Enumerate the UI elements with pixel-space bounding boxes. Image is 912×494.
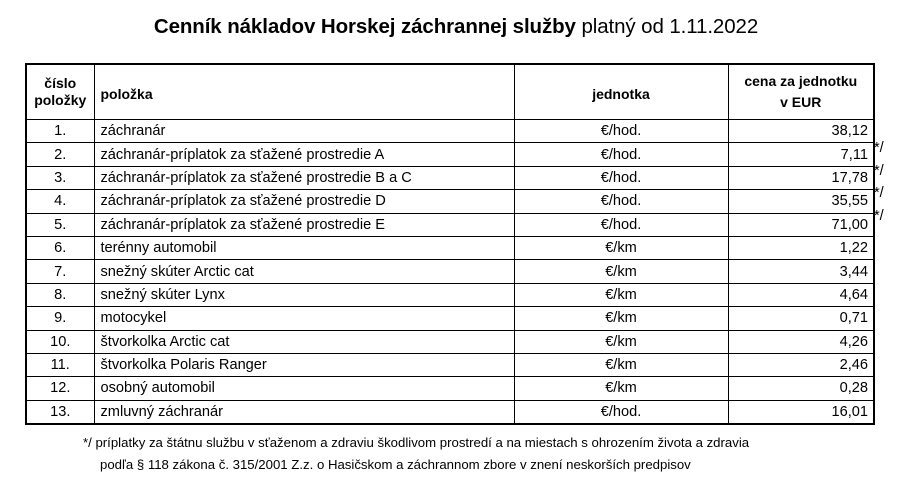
table-row	[26, 190, 874, 213]
cell-price: 4,64	[728, 283, 874, 306]
cell-price: 38,12	[728, 120, 874, 143]
footnotes	[0, 432, 912, 476]
cell-number: 6.	[26, 236, 94, 259]
cell-price: 2,46	[728, 353, 874, 376]
cell-number: 4.	[26, 190, 94, 213]
footnote-marker	[874, 249, 910, 271]
table-row	[26, 307, 874, 330]
column-header-price-line2: v EUR	[780, 94, 822, 110]
footnote-marker-column	[874, 63, 910, 406]
table-row	[26, 166, 874, 189]
footnote-marker	[874, 384, 910, 406]
cell-number: 10.	[26, 330, 94, 353]
footnote-marker	[874, 115, 910, 137]
footnote-line-1: */ príplatky za štátnu službu v sťaženom a zdraviu škodlivom prostredí a na miestach s ohrozením života a zdravia	[83, 435, 750, 450]
footnote-marker: */	[874, 140, 884, 157]
cell-unit: €/km	[514, 330, 728, 353]
cell-number: 3.	[26, 166, 94, 189]
cell-item: motocykel	[94, 307, 514, 330]
footnote-marker	[874, 317, 910, 339]
cell-unit: €/hod.	[514, 143, 728, 166]
table-row	[26, 143, 874, 166]
page-title-main: Cenník nákladov Horskej záchrannej služby	[153, 15, 576, 38]
cell-unit: €/hod.	[514, 213, 728, 236]
cell-number: 13.	[26, 400, 94, 424]
cell-item: terénny automobil	[94, 236, 514, 259]
cell-unit: €/hod.	[514, 166, 728, 189]
cell-price: 16,01	[728, 400, 874, 424]
cell-unit: €/km	[514, 283, 728, 306]
cell-item: záchranár	[94, 120, 514, 143]
cell-unit: €/km	[514, 353, 728, 376]
cell-item: záchranár-príplatok za sťažené prostredie B a C	[94, 166, 514, 189]
cell-item: záchranár-príplatok za sťažené prostredie D	[94, 190, 514, 213]
cell-price: 1,22	[728, 236, 874, 259]
table-row	[26, 377, 874, 400]
footnote-marker-spacer	[874, 63, 910, 115]
cell-price: 71,00	[728, 213, 874, 236]
table-row	[26, 260, 874, 283]
cell-unit: €/km	[514, 236, 728, 259]
table-row	[26, 236, 874, 259]
cell-number: 5.	[26, 213, 94, 236]
cell-unit: €/km	[514, 307, 728, 330]
cell-number: 7.	[26, 260, 94, 283]
cell-item: štvorkolka Polaris Ranger	[94, 353, 514, 376]
cell-number: 11.	[26, 353, 94, 376]
cell-price: 0,28	[728, 377, 874, 400]
cell-item: snežný skúter Lynx	[94, 283, 514, 306]
cell-number: 2.	[26, 143, 94, 166]
footnote-marker	[874, 361, 910, 383]
price-table-container	[25, 63, 873, 425]
cell-number: 12.	[26, 377, 94, 400]
table-body	[26, 120, 874, 425]
table-row	[26, 330, 874, 353]
column-header-number-line1: číslo	[44, 75, 77, 91]
page-title	[0, 14, 912, 40]
cell-unit: €/hod.	[514, 190, 728, 213]
cell-unit: €/km	[514, 377, 728, 400]
table-row	[26, 120, 874, 143]
cell-number: 8.	[26, 283, 94, 306]
footnote-marker: */	[874, 162, 884, 179]
column-header-number-line2: položky	[34, 92, 87, 108]
column-header-unit: jednotka	[514, 64, 728, 120]
cell-price: 3,44	[728, 260, 874, 283]
cell-unit: €/km	[514, 260, 728, 283]
table-row	[26, 400, 874, 424]
footnote-marker: */	[874, 207, 884, 224]
footnote-line-2: podľa § 118 zákona č. 315/2001 Z.z. o Hasičskom a záchrannom zbore v znení neskorších predpisov	[100, 457, 691, 472]
cell-item: zmluvný záchranár	[94, 400, 514, 424]
cell-number: 1.	[26, 120, 94, 143]
footnote-marker	[874, 294, 910, 316]
cell-price: 0,71	[728, 307, 874, 330]
cell-price: 4,26	[728, 330, 874, 353]
column-header-price	[728, 64, 874, 120]
table-header-row	[26, 64, 874, 120]
page-title-validity: platný od 1.11.2022	[575, 15, 759, 38]
table-row	[26, 213, 874, 236]
column-header-price-line1: cena za jednotku	[744, 73, 858, 89]
column-header-number	[26, 64, 94, 120]
cell-unit: €/hod.	[514, 400, 728, 424]
column-header-item: položka	[94, 64, 514, 120]
footnote-marker	[874, 227, 910, 249]
cell-unit: €/hod.	[514, 120, 728, 143]
table-row	[26, 353, 874, 376]
cell-item: záchranár-príplatok za sťažené prostredie E	[94, 213, 514, 236]
footnote-marker	[874, 272, 910, 294]
cell-number: 9.	[26, 307, 94, 330]
footnote-marker	[874, 339, 910, 361]
cell-price: 35,55	[728, 190, 874, 213]
cell-item: štvorkolka Arctic cat	[94, 330, 514, 353]
footnote-marker: */	[874, 185, 884, 202]
table-row	[26, 283, 874, 306]
table-header	[26, 64, 874, 120]
cell-price: 17,78	[728, 166, 874, 189]
cell-item: osobný automobil	[94, 377, 514, 400]
cell-price: 7,11	[728, 143, 874, 166]
cell-item: záchranár-príplatok za sťažené prostredie A	[94, 143, 514, 166]
price-table	[25, 63, 875, 425]
cell-item: snežný skúter Arctic cat	[94, 260, 514, 283]
